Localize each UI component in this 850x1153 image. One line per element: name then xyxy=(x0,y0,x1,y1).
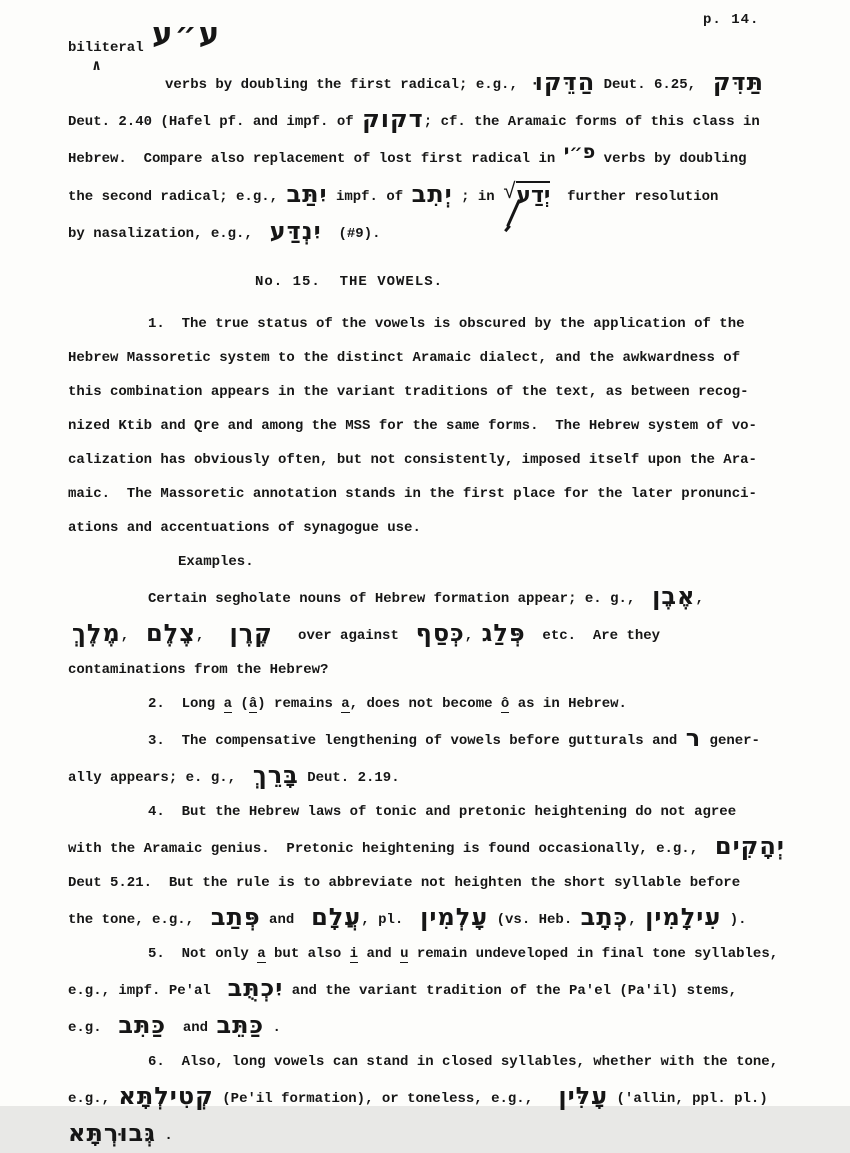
text-line xyxy=(68,829,798,866)
hebrew-inline: כַּתִּב xyxy=(118,1011,167,1039)
text-run: 6. Also, long vowels can stand in closed syllables, whether with the tone, xyxy=(148,1054,779,1070)
text-line xyxy=(68,1079,798,1116)
text-run: , xyxy=(120,628,146,644)
text-run: by nasalization, e.g., xyxy=(68,226,270,242)
text-line xyxy=(68,758,798,795)
hebrew-inline: קֶרֶן xyxy=(229,619,273,647)
text-line xyxy=(68,653,798,687)
text-run: the tone, e.g., xyxy=(68,912,211,928)
text-line xyxy=(68,1116,798,1153)
text-run: this combination appears in the variant traditions of the text, as between recog- xyxy=(68,384,749,400)
hebrew-inline: יְתִב xyxy=(411,180,453,208)
spacer xyxy=(68,251,798,265)
text-run: . xyxy=(264,1020,281,1036)
text-run: , xyxy=(628,912,646,928)
hebrew-under-radical: יְדַע xyxy=(516,183,551,208)
hebrew-superscript: פ״י xyxy=(563,141,596,163)
underlined-letter: â xyxy=(248,696,258,712)
text-run: ('allin, ppl. pl.) xyxy=(608,1091,768,1107)
text-run: ) remains xyxy=(257,696,342,712)
underlined-letter: a xyxy=(223,696,233,712)
text-run: e.g., impf. Pe'al xyxy=(68,983,228,999)
text-run: ( xyxy=(232,696,249,712)
hebrew-inline: יִכְתֻּב xyxy=(227,974,284,1002)
text-run: Examples. xyxy=(178,554,254,570)
text-run: , xyxy=(695,591,704,607)
text-run: further resolution xyxy=(550,189,719,205)
hebrew-inline: עָלִּין xyxy=(558,1082,609,1110)
text-run: ; cf. the Aramaic forms of this class in xyxy=(423,114,760,130)
text-run: impf. of xyxy=(327,189,412,205)
text-line xyxy=(68,409,798,443)
text-run: (#9). xyxy=(321,226,381,242)
hebrew-inline: יִנְדַּע xyxy=(269,217,322,245)
text-run: e.g., xyxy=(68,1091,119,1107)
text-line xyxy=(68,795,798,829)
spacer xyxy=(68,299,798,307)
text-run: remain undeveloped in final tone syllables, xyxy=(408,946,779,962)
section-heading xyxy=(68,265,798,299)
text-run: Hebrew Massoretic system to the distinct Aramaic dialect, and the awkwardness of xyxy=(68,350,741,366)
text-run: and xyxy=(166,1020,217,1036)
text-line xyxy=(68,176,798,214)
hebrew-inline: פְּלַג xyxy=(481,619,526,647)
text-run: 2. Long xyxy=(148,696,224,712)
text-run: Deut. 6.25, xyxy=(595,77,713,93)
text-run: ). xyxy=(721,912,747,928)
hebrew-inline: יְהָקִים xyxy=(714,832,785,860)
text-run: and xyxy=(260,912,312,928)
text-run: and the variant tradition of the Pa'el (Pa'il) stems, xyxy=(283,983,738,999)
text-line xyxy=(68,579,798,616)
text-line xyxy=(68,971,798,1008)
text-line xyxy=(68,1008,798,1045)
underlined-letter: a xyxy=(257,946,266,962)
hebrew-inline: קְטִילְתָּא xyxy=(118,1082,214,1110)
hebrew-inline: הַדֵּקוּ xyxy=(534,68,596,96)
text-run: . xyxy=(155,1128,173,1144)
text-run: with the Aramaic genius. Pretonic heightening is found occasionally, e.g., xyxy=(68,841,715,857)
text-run: 3. The compensative lengthening of vowels before gutturals and xyxy=(148,733,686,749)
hebrew-inline: יִתַּב xyxy=(286,180,328,208)
text-run: nized Ktib and Qre and among the MSS for the same forms. The Hebrew system of vo- xyxy=(68,418,757,434)
text-run: but also xyxy=(265,946,350,962)
text-run: e.g. xyxy=(68,1020,119,1036)
text-line xyxy=(68,341,798,375)
text-run: 4. But the Hebrew laws of tonic and pretonic heightening do not agree xyxy=(148,804,737,820)
underlined-letter: i xyxy=(349,946,359,962)
text-run: as in Hebrew. xyxy=(509,696,627,712)
text-run: 5. Not only xyxy=(148,946,258,962)
text-line xyxy=(68,687,798,721)
text-line xyxy=(68,375,798,409)
text-run: contaminations from the Hebrew? xyxy=(68,662,329,678)
text-line xyxy=(68,900,798,937)
text-run: calization has obviously often, but not consistently, imposed itself upon the Ara- xyxy=(68,452,757,468)
hebrew-inline: מֶלֶךְ xyxy=(72,619,121,647)
hebrew-inline: בָּרֵךְ xyxy=(252,761,299,789)
text-line xyxy=(68,937,798,971)
hebrew-insert: ע״ע xyxy=(152,16,222,52)
hebrew-inline: צֶלֶם xyxy=(145,619,196,647)
text-line xyxy=(68,214,798,251)
text-run: Hebrew. Compare also replacement of lost first radical in xyxy=(68,151,564,167)
hebrew-inline: דקוק xyxy=(362,105,424,133)
hebrew-inline: פְּתַב xyxy=(210,903,261,931)
text-line xyxy=(68,1045,798,1079)
text-run: biliteral xyxy=(68,40,153,56)
text-run: ; in xyxy=(452,189,504,205)
hebrew-inline: עֲלָם xyxy=(311,903,362,931)
underlined-letter: a xyxy=(341,696,350,712)
hebrew-inline: אֶבֶן xyxy=(652,582,696,610)
hebrew-inline: עָלְמִין xyxy=(420,903,489,931)
page-number: p. 14. xyxy=(703,12,760,28)
examples-heading xyxy=(68,545,798,579)
text-run: Deut. 2.19. xyxy=(298,770,400,786)
text-run: , xyxy=(195,628,230,644)
text-run: , xyxy=(464,628,482,644)
text-line xyxy=(68,511,798,545)
text-run: ally appears; e. g., xyxy=(68,770,253,786)
text-run: (vs. Heb. xyxy=(488,912,581,928)
text-run: verbs by doubling xyxy=(595,151,747,167)
hebrew-inline: כַּתֵּב xyxy=(216,1011,265,1039)
hebrew-inline: תַּדִּק xyxy=(712,68,764,96)
underlined-letter: ô xyxy=(500,696,510,712)
text-line xyxy=(68,721,798,758)
text-run: maic. The Massoretic annotation stands in the first place for the later pronunci- xyxy=(68,486,757,502)
text-run: Certain segholate nouns of Hebrew formation appear; e. g., xyxy=(148,591,653,607)
text-line xyxy=(68,477,798,511)
text-run: gener- xyxy=(701,733,760,749)
text-run: verbs by doubling the first radical; e.g., xyxy=(165,77,535,93)
text-run: Deut 5.21. But the rule is to abbreviate not heighten the short syllable before xyxy=(68,875,741,891)
text-run: over against xyxy=(272,628,416,644)
text-line xyxy=(68,307,798,341)
hebrew-inline: גְּבוּרְתָּא xyxy=(68,1119,156,1147)
text-run: Deut. 2.40 (Hafel pf. and impf. of xyxy=(68,114,363,130)
text-run: ations and accentuations of synagogue use. xyxy=(68,520,421,536)
hebrew-inline: ר xyxy=(685,724,702,752)
text-run: etc. Are they xyxy=(525,628,661,644)
radical-sign: √ xyxy=(503,180,517,205)
text-line xyxy=(68,65,798,102)
hebrew-inline: כְּתָב xyxy=(580,903,629,931)
text-run: No. 15. THE VOWELS. xyxy=(255,274,444,290)
text-run: (Pe'il formation), or toneless, e.g., xyxy=(213,1091,559,1107)
text-run: the second radical; e.g., xyxy=(68,189,287,205)
underlined-letter: u xyxy=(400,946,409,962)
hebrew-inline: כְּסַף xyxy=(415,619,465,647)
text-run: 1. The true status of the vowels is obscured by the application of the xyxy=(148,316,745,332)
text-line xyxy=(68,102,798,139)
caret-insertion-mark: ∧ xyxy=(92,58,102,75)
hebrew-inline: עִילָמִין xyxy=(645,903,722,931)
text-line xyxy=(68,443,798,477)
text-line xyxy=(68,866,798,900)
text-run: , does not become xyxy=(349,696,501,712)
text-run: and xyxy=(358,946,401,962)
text-line xyxy=(68,139,798,176)
text-run: , pl. xyxy=(361,912,421,928)
text-line xyxy=(68,616,798,653)
